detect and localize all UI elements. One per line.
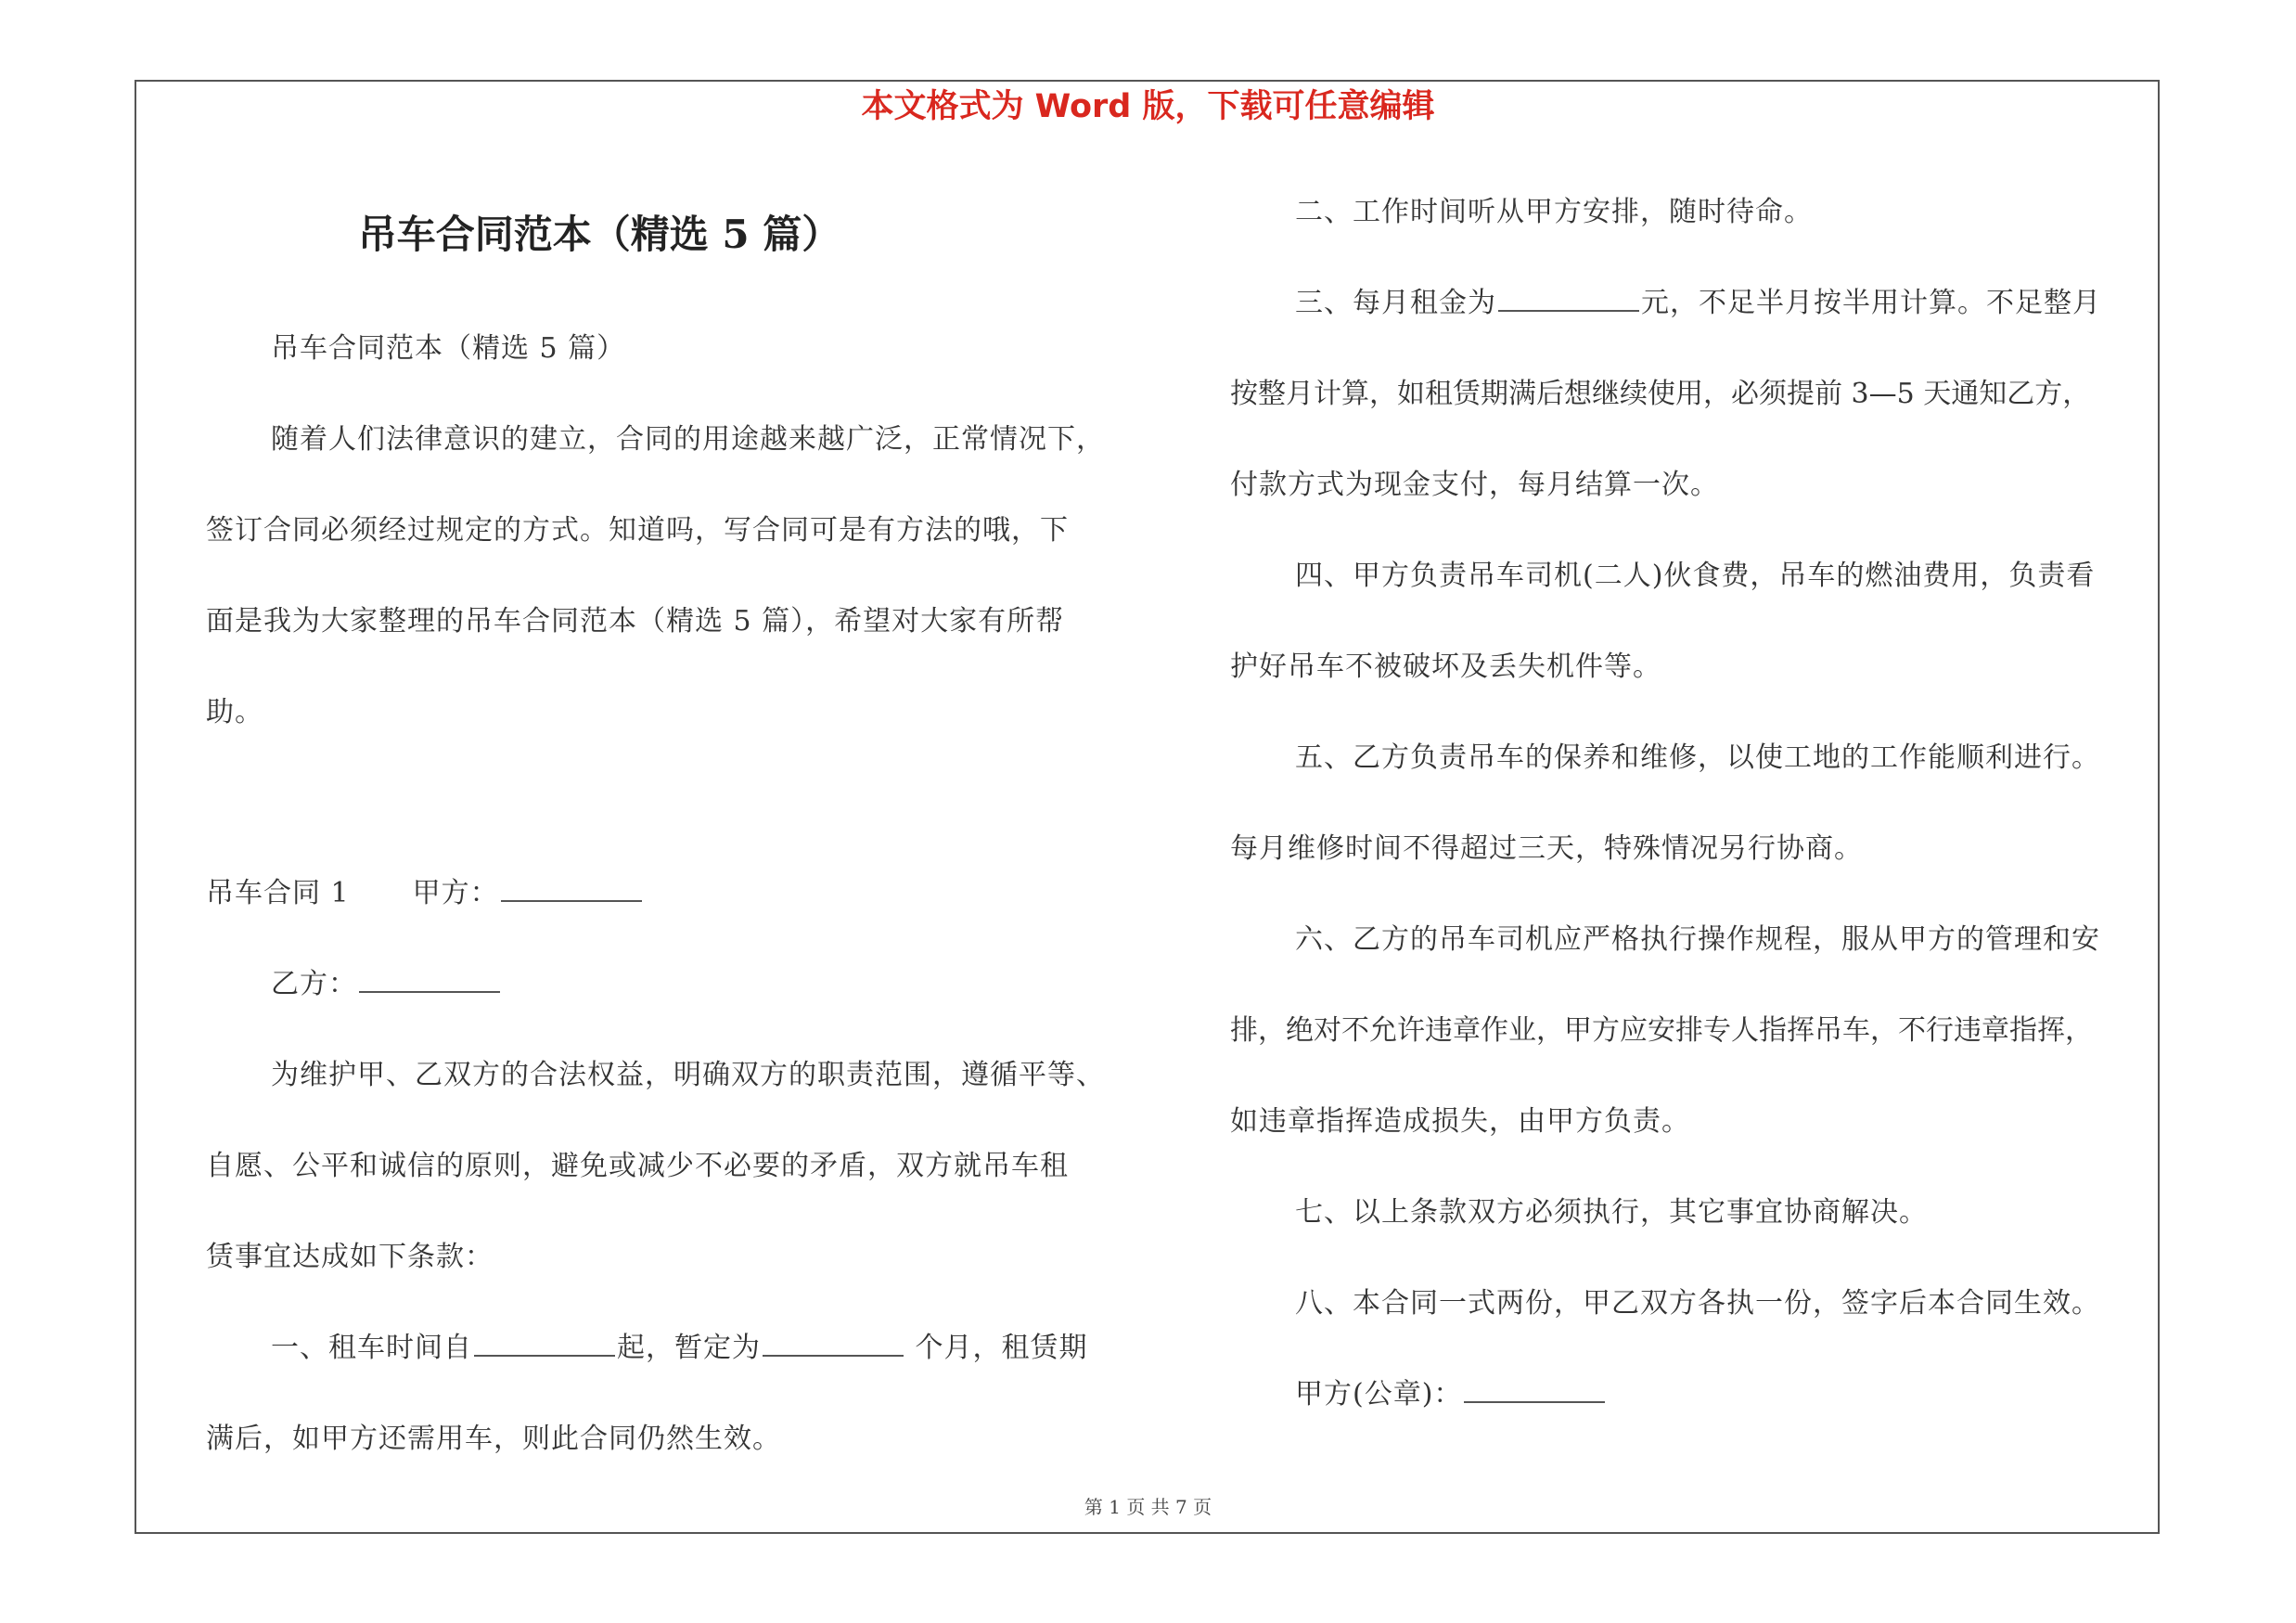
rental-duration-blank (763, 1355, 904, 1357)
clause-6-line-3: 如违章指挥造成损失，由甲方负责。 (1230, 1105, 1690, 1138)
clause-3-part-2: 元，不足半月按半用计算。不足整月 (1641, 287, 2101, 319)
seal-label: 甲方(公章)： (1295, 1378, 1463, 1410)
subtitle: 吊车合同范本（精选 5 篇） (271, 332, 626, 365)
clause-2: 二、工作时间听从甲方安排，随时待命。 (1295, 196, 1813, 228)
contract-1-heading (206, 874, 644, 913)
document-title: 吊车合同范本（精选 5 篇） (357, 212, 841, 257)
clause-6-line-1: 六、乙方的吊车司机应严格执行操作规程，服从甲方的管理和安 (1295, 923, 2100, 956)
monthly-rent-blank (1498, 310, 1639, 312)
clause-1-part-3: 个月，租赁期 (905, 1332, 1088, 1364)
party-b-blank (359, 991, 500, 993)
clause-4-line-1: 四、甲方负责吊车司机(二人)伙食费，吊车的燃油费用，负责看 (1295, 560, 2096, 592)
party-b-label: 乙方： (271, 968, 357, 1000)
rental-start-blank (474, 1355, 615, 1357)
seal-blank (1464, 1401, 1605, 1403)
preamble-line-3: 赁事宜达成如下条款： (206, 1241, 494, 1273)
party-a-label: 甲方： (412, 877, 499, 909)
page-number: 第 1 页 共 7 页 (1084, 1496, 1212, 1518)
intro-line-3: 面是我为大家整理的吊车合同范本（精选 5 篇），希望对大家有所帮 (206, 605, 1065, 638)
party-a-blank (501, 900, 642, 902)
party-b-line (271, 965, 502, 1004)
clause-6-line-2: 排，绝对不允许违章作业，甲方应安排专人指挥吊车，不行违章指挥， (1230, 1014, 2093, 1047)
clause-1-part-1: 一、租车时间自 (271, 1332, 472, 1364)
clause-1-line-1 (271, 1329, 1088, 1368)
clause-4-line-2: 护好吊车不被破坏及丢失机件等。 (1230, 650, 1661, 683)
intro-line-4: 助。 (206, 696, 263, 728)
clause-5-line-2: 每月维修时间不得超过三天，特殊情况另行协商。 (1230, 832, 1863, 865)
clause-1-line-2: 满后，如甲方还需用车，则此合同仍然生效。 (206, 1423, 781, 1455)
clause-3-line-3: 付款方式为现金支付，每月结算一次。 (1230, 469, 1719, 501)
preamble-line-1: 为维护甲、乙双方的合法权益，明确双方的职责范围，遵循平等、 (271, 1059, 1105, 1091)
intro-line-1: 随着人们法律意识的建立，合同的用途越来越广泛，正常情况下， (271, 423, 1105, 456)
seal-line (1295, 1375, 1607, 1414)
clause-8: 八、本合同一式两份，甲乙双方各执一份，签字后本合同生效。 (1295, 1287, 2100, 1320)
clause-3-line-1 (1295, 284, 2101, 323)
clause-3-part-1: 三、每月租金为 (1295, 287, 1496, 319)
clause-7: 七、以上条款双方必须执行，其它事宜协商解决。 (1295, 1196, 1928, 1229)
contract-1-title: 吊车合同 1 (206, 877, 350, 909)
clause-3-line-2: 按整月计算，如租赁期满后想继续使用，必须提前 3—5 天通知乙方， (1230, 378, 2091, 410)
format-banner: 本文格式为 Word 版，下载可任意编辑 (861, 88, 1435, 125)
clause-5-line-1: 五、乙方负责吊车的保养和维修，以使工地的工作能顺利进行。 (1295, 741, 2100, 774)
clause-1-part-2: 起，暂定为 (617, 1332, 761, 1364)
intro-line-2: 签订合同必须经过规定的方式。知道吗，写合同可是有方法的哦，下 (206, 514, 1069, 547)
preamble-line-2: 自愿、公平和诚信的原则，避免或减少不必要的矛盾，双方就吊车租 (206, 1150, 1069, 1182)
